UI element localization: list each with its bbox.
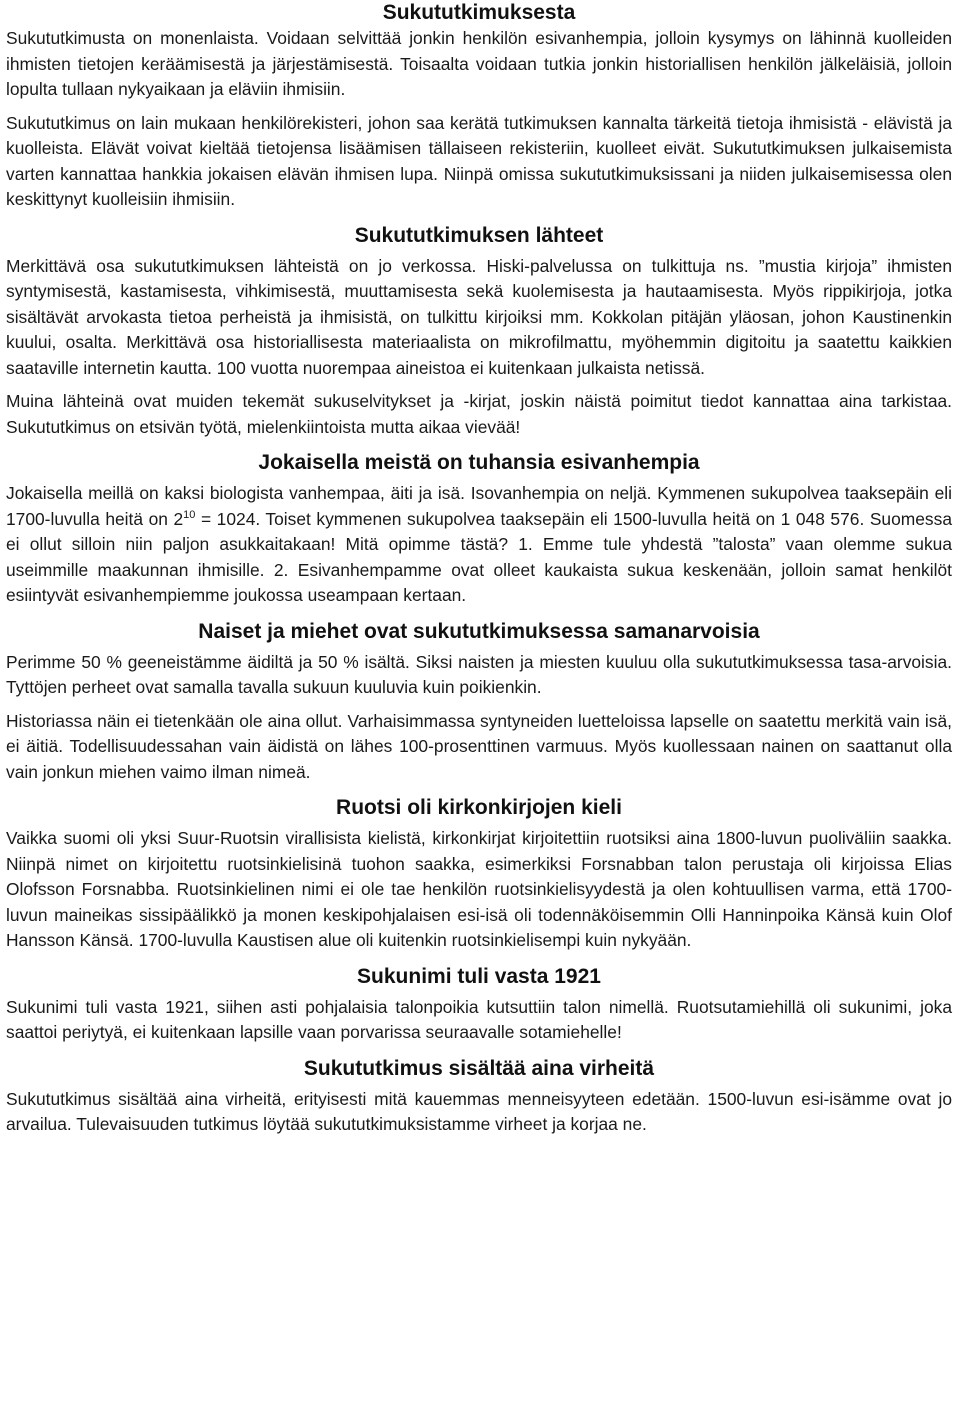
paragraph: Sukututkimus sisältää aina virheitä, erityisesti mitä kauemmas menneisyyteen edetään. 1500-luvun esi-isämme ovat jo arvailua. Tulevaisuuden tutkimus löytää sukututkimuksistamme virheet ja korjaa ne. — [6, 1088, 952, 1134]
text-run: = 1024. Toiset kymmenen sukupolvea taaksepäin eli 1500-luvulla heitä on 1 048 576. Suomessa ei ollut silloin niin paljon asukkaitakaan! Mitä opimme tästä? 1. Emme tule yhdestä ”talosta” vaan olemme sukua useimmille maakunnan ihmisille. 2. Esivanhempamme ovat olleet kaukaista sukua keskenään, jolloin samat henkilöt esiintyvät esivanhempiemme joukossa useampaan kertaan. — [6, 508, 952, 605]
paragraph: Sukunimi tuli vasta 1921, siihen asti pohjalaisia talonpoikia kutsuttiin talon nimellä. Ruotsutamiehillä oli sukunimi, joka saattoi periytyä, ei kuitenkaan lapsille vaan porvarissa seuraavalle sotamiehelle! — [6, 996, 952, 1042]
paragraph: Sukututkimus on lain mukaan henkilörekisteri, johon saa kerätä tutkimuksen kannalta tärkeitä tietoja ihmisistä - elävistä ja kuolleista. Elävät voivat kieltää tietojensa lisäämisen tällaiseen rekisteriin, kuolleet eivät. Sukututkimuksen julkaisemista varten kannattaa hankkia jokaisen elävän ihmisen lupa. Niinpä omissa sukututkimuksissani ja niiden julkaisemisessa olen keskittynyt kuolleisiin ihmisiin. — [6, 112, 952, 209]
section-title-virheita: Sukututkimus sisältää aina virheitä — [303, 1056, 655, 1080]
paragraph: Sukututkimusta on monenlaista. Voidaan selvittää jonkin henkilön esivanhempia, jolloin kysymys on lähinnä kuolleiden ihmisten tietojen keräämisestä ja järjestämisestä. Toisaalta voidaan tutkia jonkin historiallisen henkilön jälkeläisiä, jolloin lopulta tullaan nykyaikaan ja eläviin ihmisiin. — [6, 28, 952, 99]
paragraph: Historiassa näin ei tietenkään ole aina ollut. Varhaisimmassa syntyneiden luetteloissa lapselle on saatettu merkitä vain isä, ei äitiä. Todellisuudessahan vain äidistä on lähes 100-prosenttinen varmuus. Myös kuollessaan nainen on saattanut olla vain jonkun miehen vaimo ilman nimeä. — [6, 710, 952, 782]
section-title-samanarvoisia: Naiset ja miehet ovat sukututkimuksessa samanarvoisia — [198, 619, 760, 643]
section-title-esivanhempia: Jokaisella meistä on tuhansia esivanhempia — [258, 451, 700, 474]
text-run: Jokaisella meillä on kaksi biologista vanhempaa, äiti ja isä. Isovanhempia on neljä. Kymmenen sukupolvea taaksepäin eli 1700-luvulla heitä on 2 — [6, 483, 952, 529]
paragraph: Merkittävä osa sukututkimuksen lähteistä on jo verkossa. Hiski-palvelussa on tulkittuja ns. ”mustia kirjoja” ihmisten syntymisestä, kastamisesta, vihkimisestä, muuttamisesta sekä kuolemisesta ja hautaamisesta. Myös rippikirjoja, jotka sisältävät arvokasta tietoa perheistä ja ihmisistä, on tulkittu kirjoiksi mm. Kokkolan pitäjän yläosan, johon Kaustinenkin kuului, osalta. Merkittävä osa historiallisesta materiaalista on mikrofilmattu, myöhemmin digitoitu ja saatettu kaikkien saataville internetin kautta. 100 vuotta nuorempaa aineistoa ei kuitenkaan julkaista netissä. — [6, 255, 952, 378]
paragraph: Muina lähteinä ovat muiden tekemät sukuselvitykset ja -kirjat, joskin näistä poimitut tiedot kannattaa aina tarkistaa. Sukututkimus on etsivän työtä, mielenkiintoista mutta aikaa vievää! — [6, 391, 952, 437]
section-title-sukunimi: Sukunimi tuli vasta 1921 — [357, 964, 601, 988]
section-title-sukututkimuksesta: Sukututkimuksesta — [382, 1, 576, 24]
exponent: 10 — [183, 508, 196, 521]
paragraph: Perimme 50 % geeneistämme äidiltä ja 50 % isältä. Siksi naisten ja miesten kuuluu olla sukututkimuksessa tasa-arvoisia. Tyttöjen perheet ovat samalla tavalla sukuun kuuluvia kuin poikienkin. — [6, 651, 952, 697]
paragraph: Vaikka suomi oli yksi Suur-Ruotsin virallisista kielistä, kirkonkirjat kirjoitettiin ruotsiksi aina 1800-luvun puoliväliin saakka. Niinpä nimet on kirjoitettu ruotsinkielisinä tuohon saakka, esimerkiksi Forsnabban talon perustaja oli kirjoissa Elias Olofsson Forsnabba. Ruotsinkielinen nimi ei ole tae henkilön ruotsinkielisyydestä ja olen kohtuullisen varma, että 1700-luvun maineikas sissipäälikkö ja monen keskipohjalaisen esi-isä oli todennäköisemmin Olli Hanninpoika Känsä kuin Olof Hansson Känsä. 1700-luvulla Kaustisen alue oli kuitenkin ruotsinkielisempi kuin nykyään. — [6, 828, 952, 950]
section-title-ruotsi: Ruotsi oli kirkonkirjojen kieli — [336, 796, 622, 819]
section-title-lahteet: Sukututkimuksen lähteet — [354, 223, 604, 247]
paragraph — [6, 481, 952, 609]
